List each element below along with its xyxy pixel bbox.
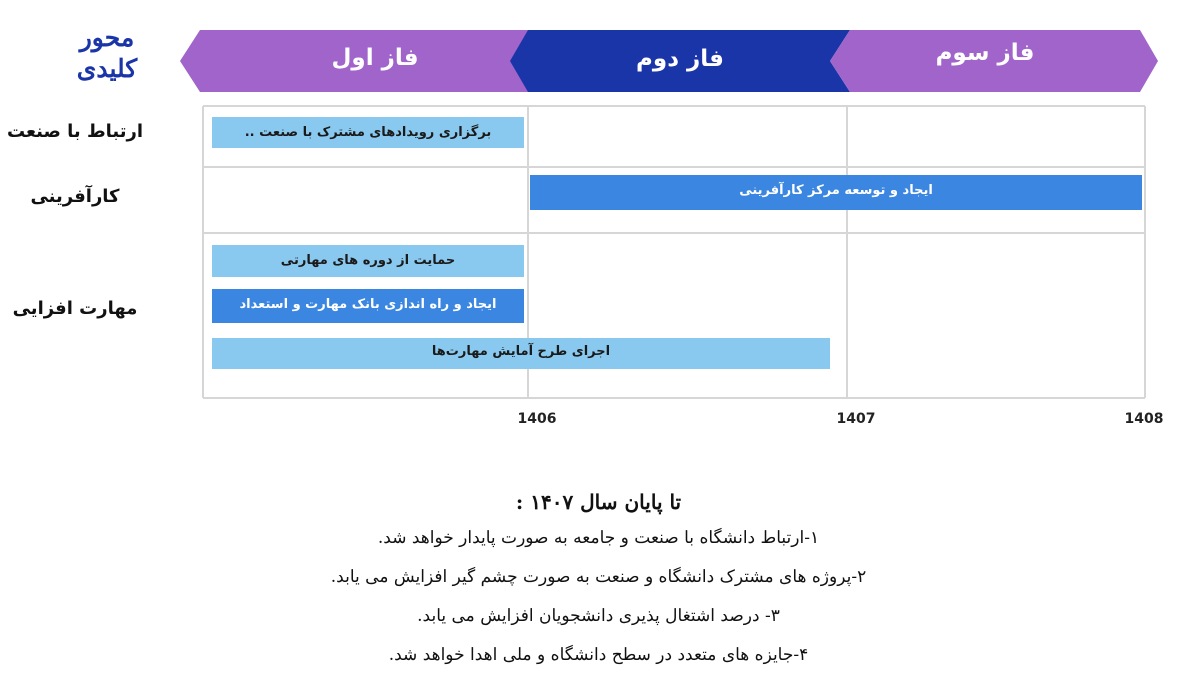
tick-1406: 1406 [517, 411, 557, 427]
row-label-entrepreneurship: کارآفرینی [30, 186, 120, 207]
bar-entrepreneurship-center: ایجاد و توسعه مرکز کارآفرینی [530, 175, 1142, 210]
summary-heading: تا پایان سال ۱۴۰۷ : [515, 490, 682, 514]
tick-1407: 1407 [836, 411, 876, 427]
bar-skill-courses: حمایت از دوره های مهارتی [212, 245, 524, 277]
tick-1408: 1408 [1124, 411, 1164, 427]
key-axis-title-line-2: کلیدی [76, 54, 138, 83]
row-label-skills: مهارت افزایی [12, 298, 138, 319]
key-axis-title-line-1: محور [79, 23, 135, 52]
bar-skill-talent-bank: ایجاد و راه اندازی بانک مهارت و استعداد [212, 289, 524, 323]
row-label-industry: ارتباط با صنعت [6, 121, 144, 142]
phase-2-label: فاز دوم [636, 46, 724, 72]
summary-item-2: ۲-پروژه های مشترک دانشگاه و صنعت به صورت چشم گیر افزایش می یابد. [330, 567, 867, 587]
bar-skills-planning: اجرای طرح آمایش مهارت‌ها [212, 338, 830, 369]
bar-joint-industry-events: برگزاری رویدادهای مشترک با صنعت .. [212, 117, 524, 148]
summary-item-3: ۳- درصد اشتغال پذیری دانشجویان افزایش می یابد. [417, 606, 780, 626]
phase-1-label: فاز اول [331, 45, 419, 71]
phase-3-label: فاز سوم [935, 40, 1035, 66]
summary-item-4: ۴-جایزه های متعدد در سطح دانشگاه و ملی اهدا خواهد شد. [388, 645, 809, 665]
summary-item-1: ۱-ارتباط دانشگاه با صنعت و جامعه به صورت پایدار خواهد شد. [377, 528, 820, 548]
